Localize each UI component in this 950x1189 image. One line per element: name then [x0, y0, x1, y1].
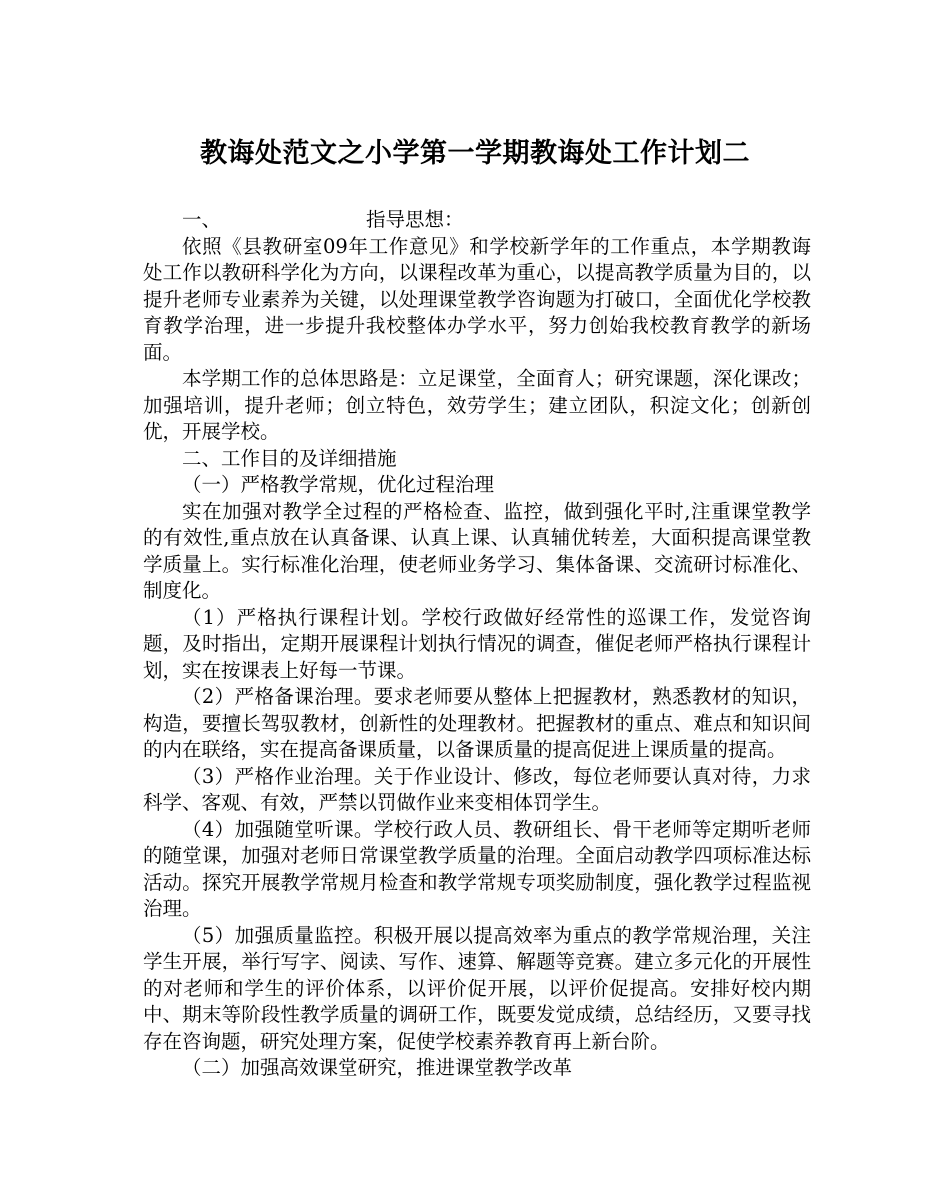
- list-item: （1）严格执行课程计划。学校行政做好经常性的巡课工作，发觉咨询题，及时指出，定期开展课程计划执行情况的调查，催促老师严格执行课程计划，实在按课表上好每一节课。: [143, 605, 811, 682]
- list-item: （4）加强随堂听课。学校行政人员、教研组长、骨干老师等定期听老师的随堂课，加强对老师日常课堂教学质量的治理。全面启动教学四项标准达标活动。探究开展教学常规月检查和教学常规专项奖励制度，强化教学过程监视治理。: [143, 817, 811, 920]
- document-title: 教诲处范文之小学第一学期教诲处工作计划二: [200, 138, 750, 169]
- list-item: （5）加强质量监控。积极开展以提高效率为重点的教学常规治理，关注学生开展，举行写字、阅读、写作、速算、解题等竞赛。建立多元化的开展性的对老师和学生的评价体系，以评价促开展，以评价促提高。安排好校内期中、期末等阶段性教学质量的调研工作，既要发觉成绩，总结经历，又要寻找存在咨询题，研究处理方案，促使学校素养教育再上新台阶。: [143, 923, 811, 1053]
- subsection-heading: （二）加强高效课堂研究，推进课堂教学改革: [182, 1056, 573, 1079]
- paragraph: 实在加强对教学全过程的严格检查、监控，做到强化平时,注重课堂教学的有效性,重点放在认真备课、认真上课、认真辅优转差，大面积提高课堂教学质量上。实行标准化治理，使老师业务学习、集体备课、交流研讨标准化、制度化。: [143, 499, 811, 602]
- paragraph: 本学期工作的总体思路是：立足课堂，全面育人；研究课题，深化课改；加强培训，提升老师；创立特色，效劳学生；建立团队，积淀文化；创新创优，开展学校。: [143, 367, 811, 443]
- section-heading-text: 指导思想：: [366, 208, 464, 231]
- list-item: （3）严格作业治理。关于作业设计、修改，每位老师要认真对待，力求科学、客观、有效，严禁以罚做作业来变相体罚学生。: [143, 764, 811, 814]
- list-item: （2）严格备课治理。要求老师要从整体上把握教材，熟悉教材的知识，构造，要擅长驾驭教材，创新性的处理教材。把握教材的重点、难点和知识间的内在联络，实在提高备课质量，以备课质量的提高促进上课质量的提高。: [143, 685, 811, 761]
- paragraph: 依照《县教研室09年工作意见》和学校新学年的工作重点，本学期教诲处工作以教研科学化为方向，以课程改革为重心，以提高教学质量为目的，以提升老师专业素养为关键，以处理课堂教学咨询题为打破口，全面优化学校教育教学治理，进一步提升我校整体办学水平，努力创始我校教育教学的新场面。: [143, 234, 811, 364]
- subsection-heading: （一）严格教学常规，优化过程治理: [182, 473, 495, 496]
- document-body: [143, 207, 811, 1082]
- section-number: 一、: [182, 208, 222, 231]
- section-heading-guiding-thought: [143, 207, 811, 234]
- section-heading-goals: 二、工作目的及详细措施: [182, 446, 397, 470]
